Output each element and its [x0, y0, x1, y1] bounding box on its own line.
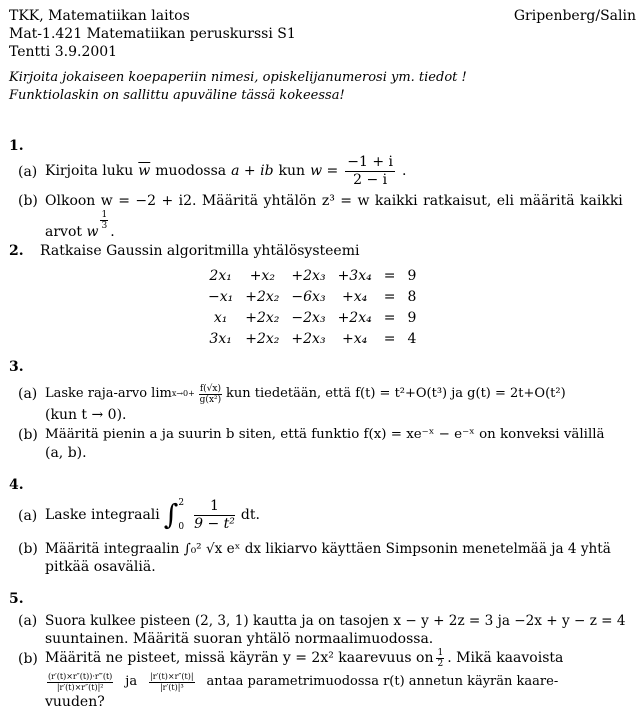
problem-1b-line1: Olkoon w = −2 + i2. Määritä yhtälön z³ = w kaikki ratkaisut, eli määritä kaikki	[45, 193, 623, 209]
equation-row: 3x₁ +2x₂ +2x₃ +x₄ = 4	[209, 330, 417, 347]
equation-row: 2x₁ +x₂ +2x₃ +3x₄ = 9	[209, 267, 417, 284]
department: TKK, Matematiikan laitos	[9, 8, 190, 24]
problem-5b-line1: Määritä ne pisteet, missä käyrän y = 2x² kaarevuus on $\frac{1}{2}$ . Mikä kaavoista	[45, 647, 564, 669]
problem-4a-label: (a)	[18, 508, 38, 524]
problem-3a-line1: Laske raja-arvo lim x→0+ $\frac{f(√x)}{\text{g(x²)}}$ kun tiedetään, että f(t) = t²+O(t³) ja g(t) = 2t+O(t²)	[45, 383, 566, 405]
authors: Gripenberg/Salin	[513, 8, 636, 24]
problem-4b-label: (b)	[18, 541, 38, 557]
problem-5a-label: (a)	[18, 613, 38, 629]
problem-3a-label: (a)	[18, 386, 38, 402]
problem-2-text: Ratkaise Gaussin algoritmilla yhtälösysteemi	[40, 243, 360, 259]
problem-4b-line2: pitkää osaväliä.	[45, 559, 156, 575]
integral-sign: ∫	[163, 498, 179, 531]
problem-1b-label: (b)	[18, 193, 38, 209]
problem-3b-label: (b)	[18, 427, 38, 443]
instruction-note-1: Kirjoita jokaiseen koepaperiin nimesi, opiskelijanumerosi ym. tiedot !	[9, 70, 467, 85]
problem-5a-line2: suuntainen. Määritä suoran yhtälö normaalimuodossa.	[45, 631, 434, 647]
problem-3b-line1: Määritä pienin a ja suurin b siten, että funktio f(x) = xe⁻ˣ − e⁻ˣ on konveksi välillä	[45, 427, 605, 442]
problem-1b-line2: arvot w $\frac{1}{3}$ .	[45, 210, 115, 240]
problem-4a-text: Laske integraali ∫ 2 0 $\frac{1}{\text{9 − t²}}$ dt.	[45, 497, 260, 532]
problem-3-number: 3.	[9, 359, 24, 375]
problem-5b-label: (b)	[18, 651, 38, 667]
problem-1a-fraction: $\frac{-1 + i}{2 - i}$	[347, 153, 393, 188]
problem-5b-line2: $\frac{(r'(t)\times r''(t))\cdot r‴(t)}{\text{|r′(t)×r″(t)|²}}$ ja $\frac{|r'(t)\times r''(t)|}{\text{|r′(t)|³}}$ antaa parametrimuodossa r(t) annetun käyrän kaare-	[48, 671, 559, 692]
problem-2-number: 2.	[9, 243, 24, 259]
problem-5-number: 5.	[9, 591, 24, 607]
problem-3a-line2: (kun t → 0).	[45, 407, 127, 423]
course-title: Mat-1.421 Matematiikan peruskurssi S1	[9, 26, 296, 42]
equation-row: x₁ +2x₂ −2x₃ +2x₄ = 9	[213, 309, 417, 326]
equation-system	[202, 265, 422, 349]
problem-1-number: 1.	[9, 138, 24, 154]
problem-1a-text: Kirjoita luku $\overline{w}$ muodossa a + ib kun w = $\frac{-1 + i}{2 - i}$ .	[45, 153, 407, 188]
problem-1a-label: (a)	[18, 164, 38, 180]
problem-4-number: 4.	[9, 477, 24, 493]
exam-date: Tentti 3.9.2001	[9, 44, 118, 60]
problem-5a-line1: Suora kulkee pisteen (2, 3, 1) kautta ja on tasojen x − y + 2z = 3 ja −2x + y − z = 4	[45, 613, 626, 629]
problem-4b-line1: Määritä integraalin ∫₀² √x eˣ dx likiarvo käyttäen Simpsonin menetelmää ja 4 yhtä	[45, 541, 611, 557]
equation-row: −x₁ +2x₂ −6x₃ +x₄ = 8	[208, 288, 417, 305]
problem-3b-line2: (a, b).	[45, 445, 87, 461]
instruction-note-2: Funktiolaskin on sallittu apuväline tässä kokeessa!	[9, 88, 345, 103]
problem-5b-line3: vuuden?	[45, 694, 105, 710]
